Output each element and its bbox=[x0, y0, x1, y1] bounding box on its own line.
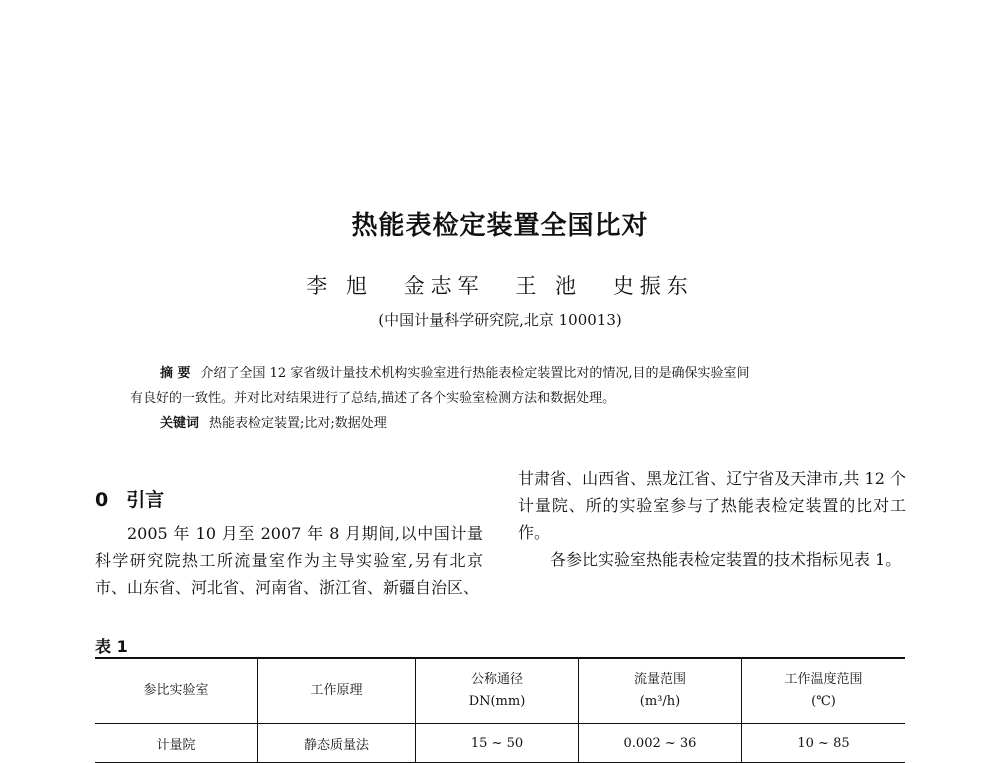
table-cell: 0.002 ~ 36 bbox=[579, 724, 742, 763]
right-column bbox=[518, 465, 906, 573]
author-list bbox=[0, 270, 1000, 300]
table-cell: 静态质量法 bbox=[258, 724, 416, 763]
table-cell: 10 ~ 85 bbox=[742, 724, 906, 763]
spec-table bbox=[95, 657, 905, 763]
section-title: 引言 bbox=[126, 489, 165, 511]
abstract-line bbox=[130, 386, 890, 411]
keywords-label: 关键词 bbox=[160, 416, 200, 431]
body-paragraph: 各参比实验室热能表检定装置的技术指标见表 1。 bbox=[550, 550, 902, 569]
table-header-cell: 参比实验室 bbox=[95, 658, 258, 724]
abstract-label: 摘 要 bbox=[160, 366, 191, 381]
author-name: 李 旭 bbox=[306, 274, 373, 298]
left-column bbox=[95, 520, 483, 601]
paper-title: 热能表检定装置全国比对 bbox=[351, 211, 649, 241]
abstract-line bbox=[130, 361, 890, 386]
keywords-text: 热能表检定装置;比对;数据处理 bbox=[209, 416, 387, 431]
author-name: 金志军 bbox=[403, 274, 485, 298]
abstract-text-2: 有良好的一致性。并对比对结果进行了总结,描述了各个实验室检测方法和数据处理。 bbox=[130, 391, 616, 406]
affiliation: (中国计量科学研究院,北京 100013) bbox=[378, 311, 622, 329]
table-header-cell: 流量范围 (m³/h) bbox=[579, 658, 742, 724]
body-paragraph: 甘肃省、山西省、黑龙江省、辽宁省及天津市,共 12 个计量院、所的实验室参与了热能表检定装置的比对工作。 bbox=[518, 469, 906, 542]
table-header-cell: 工作温度范围 (℃) bbox=[742, 658, 906, 724]
table-cell: 计量院 bbox=[95, 724, 258, 763]
keywords-line bbox=[130, 411, 890, 436]
section-number: 0 bbox=[95, 489, 109, 511]
table-header-cell: 工作原理 bbox=[258, 658, 416, 724]
author-name: 史振东 bbox=[612, 274, 694, 298]
table-row bbox=[95, 724, 905, 763]
table-header-row bbox=[95, 658, 905, 724]
table-caption: 表 1 bbox=[95, 637, 128, 656]
author-name: 王 池 bbox=[515, 274, 583, 298]
body-paragraph: 2005 年 10 月至 2007 年 8 月期间,以中国计量科学研究院热工所流量室作为主导实验室,另有北京市、山东省、河北省、河南省、浙江省、新疆自治区、 bbox=[95, 524, 483, 597]
section-heading bbox=[95, 485, 164, 512]
abstract-block bbox=[130, 361, 890, 436]
table-header-cell: 公称通径 DN(mm) bbox=[416, 658, 579, 724]
table-cell: 15 ~ 50 bbox=[416, 724, 579, 763]
abstract-text-1: 介绍了全国 12 家省级计量技术机构实验室进行热能表检定装置比对的情况,目的是确保实验室间 bbox=[200, 366, 750, 381]
